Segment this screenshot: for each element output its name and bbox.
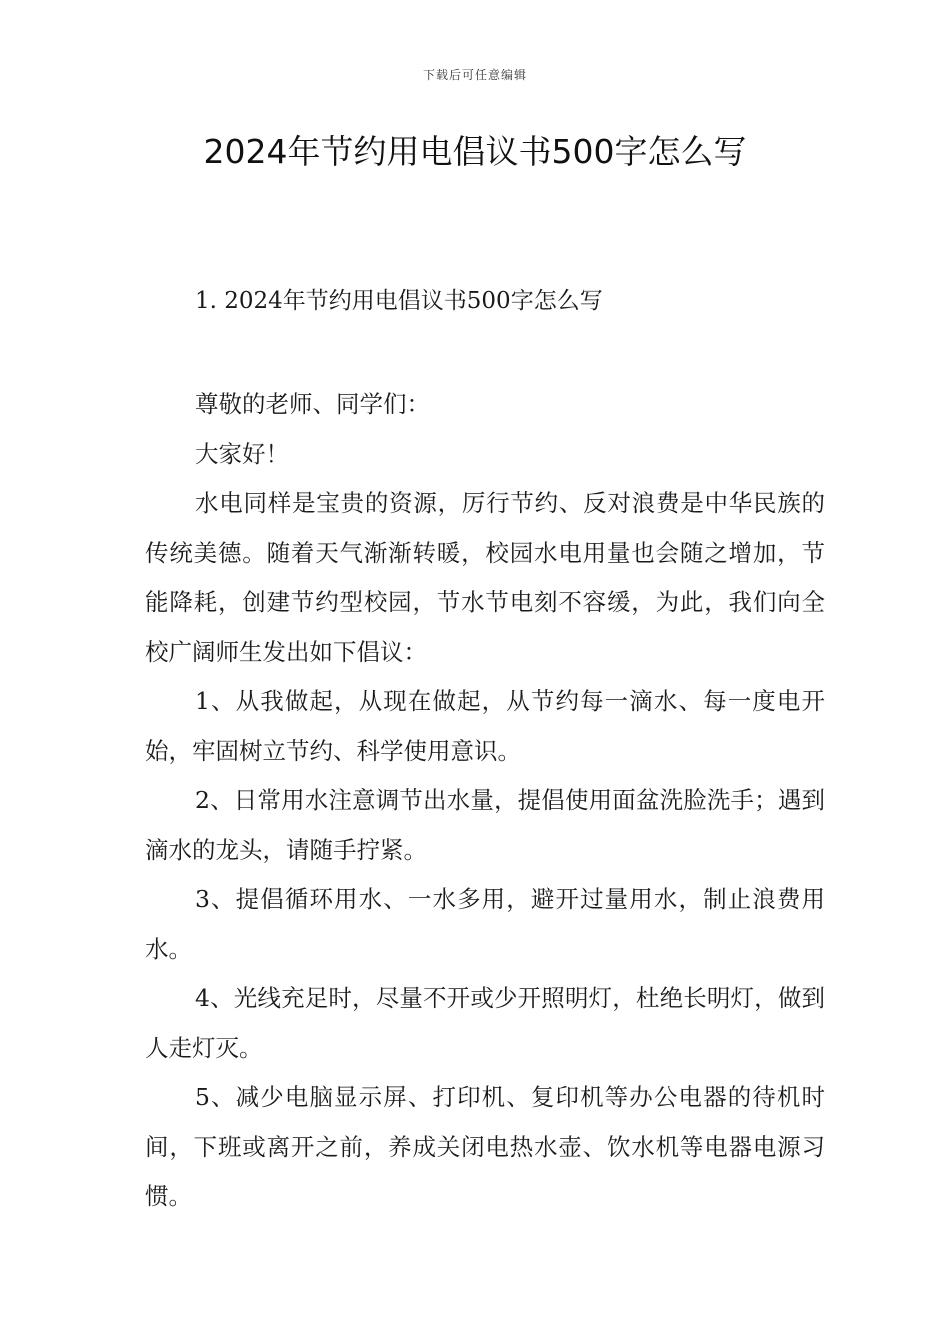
greeting: 大家好！ xyxy=(195,439,289,468)
proposal-item-4: 4、光线充足时，尽量不开或少开照明灯，杜绝长明灯，做到人走灯灭。 xyxy=(145,984,825,1062)
document-body xyxy=(145,380,825,1222)
proposal-item-1: 1、从我做起，从现在做起，从节约每一滴水、每一度电开始，牢固树立节约、科学使用意识。 xyxy=(145,687,825,765)
page-header-note: 下载后可任意编辑 xyxy=(422,68,527,82)
intro-paragraph: 水电同样是宝贵的资源，厉行节约、反对浪费是中华民族的传统美德。随着天气渐渐转暖，校园水电用量也会随之增加，节能降耗，创建节约型校园，节水节电刻不容缓，为此，我们向全校广阔师生发出如下倡议： xyxy=(145,489,825,666)
proposal-item-3: 3、提倡循环用水、一水多用，避开过量用水，制止浪费用水。 xyxy=(145,885,825,963)
document-title: 2024年节约用电倡议书500字怎么写 xyxy=(203,132,747,171)
salutation: 尊敬的老师、同学们： xyxy=(195,390,430,418)
proposal-item-2: 2、日常用水注意调节出水量，提倡使用面盆洗脸洗手；遇到滴水的龙头，请随手拧紧。 xyxy=(145,786,825,864)
section-heading: 1. 2024年节约用电倡议书500字怎么写 xyxy=(195,288,603,314)
proposal-item-5: 5、减少电脑显示屏、打印机、复印机等办公电器的待机时间，下班或离开之前，养成关闭电热水壶、饮水机等电器电源习惯。 xyxy=(145,1083,825,1210)
